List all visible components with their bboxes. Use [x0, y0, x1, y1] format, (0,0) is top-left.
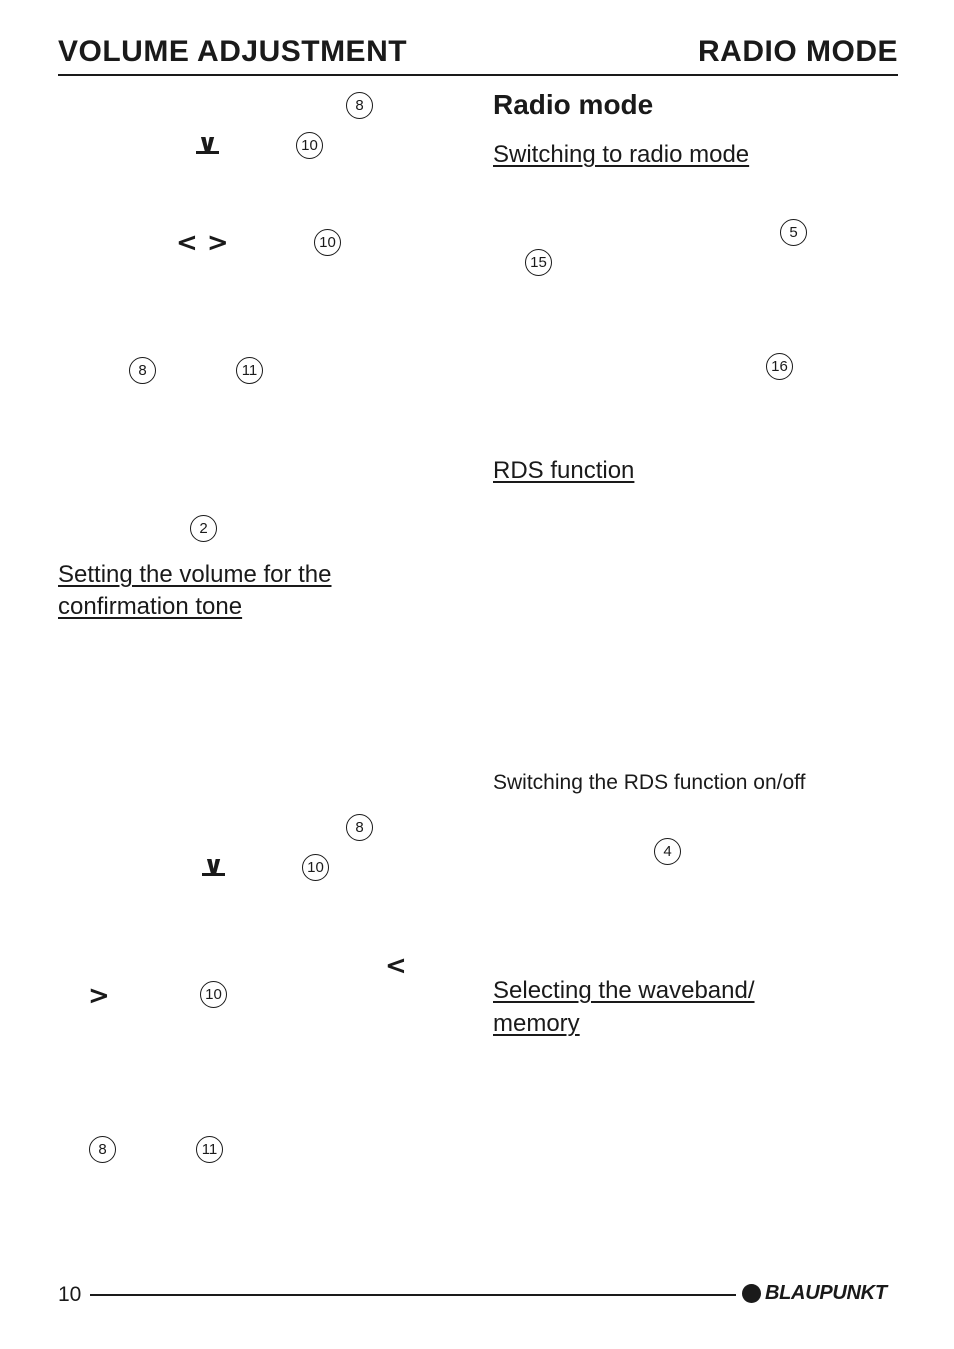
callout-number: 8 — [89, 1136, 116, 1163]
callout-number: 16 — [766, 353, 793, 380]
left-arrow-icon: < — [385, 951, 407, 981]
callout-number: 15 — [525, 249, 552, 276]
callout-number: 4 — [654, 838, 681, 865]
callout-number: 10 — [314, 229, 341, 256]
callout-number: 10 — [200, 981, 227, 1008]
footer-rule — [90, 1294, 736, 1296]
callout-number: 10 — [302, 854, 329, 881]
callout-number: 11 — [236, 357, 263, 384]
header-rule — [58, 74, 898, 76]
callout-number: 8 — [346, 814, 373, 841]
waveband-heading-line1: Selecting the waveband/ — [493, 977, 755, 1004]
callout-number: 5 — [780, 219, 807, 246]
callout-number: 10 — [296, 132, 323, 159]
brand-logo — [742, 1281, 887, 1305]
right-arrow-icon: > — [88, 981, 110, 1011]
page-number: 10 — [58, 1283, 82, 1306]
callout-number: 8 — [129, 357, 156, 384]
radio-mode-title: Radio mode — [493, 89, 654, 120]
callout-number: 11 — [196, 1136, 223, 1163]
brand-name: BLAUPUNKT — [765, 1282, 887, 1304]
header-left-title: VOLUME ADJUSTMENT — [58, 35, 408, 68]
header-right-title: RADIO MODE — [698, 35, 898, 68]
confirmation-tone-heading-line2: confirmation tone — [58, 593, 243, 620]
blaupunkt-dot-icon — [742, 1284, 761, 1303]
switching-to-radio-mode-heading: Switching to radio mode — [493, 141, 750, 168]
left-right-arrows-icon: < > — [176, 228, 229, 258]
callout-number: 2 — [190, 515, 217, 542]
callout-number: 8 — [346, 92, 373, 119]
down-arrow-icon: ∨ — [203, 851, 225, 881]
rds-function-heading: RDS function — [493, 457, 635, 484]
down-arrow-icon: ∨ — [197, 129, 219, 159]
confirmation-tone-heading-line1: Setting the volume for the — [58, 561, 332, 588]
waveband-heading-line2: memory — [493, 1010, 580, 1037]
rds-on-off-heading: Switching the RDS function on/off — [493, 771, 806, 794]
